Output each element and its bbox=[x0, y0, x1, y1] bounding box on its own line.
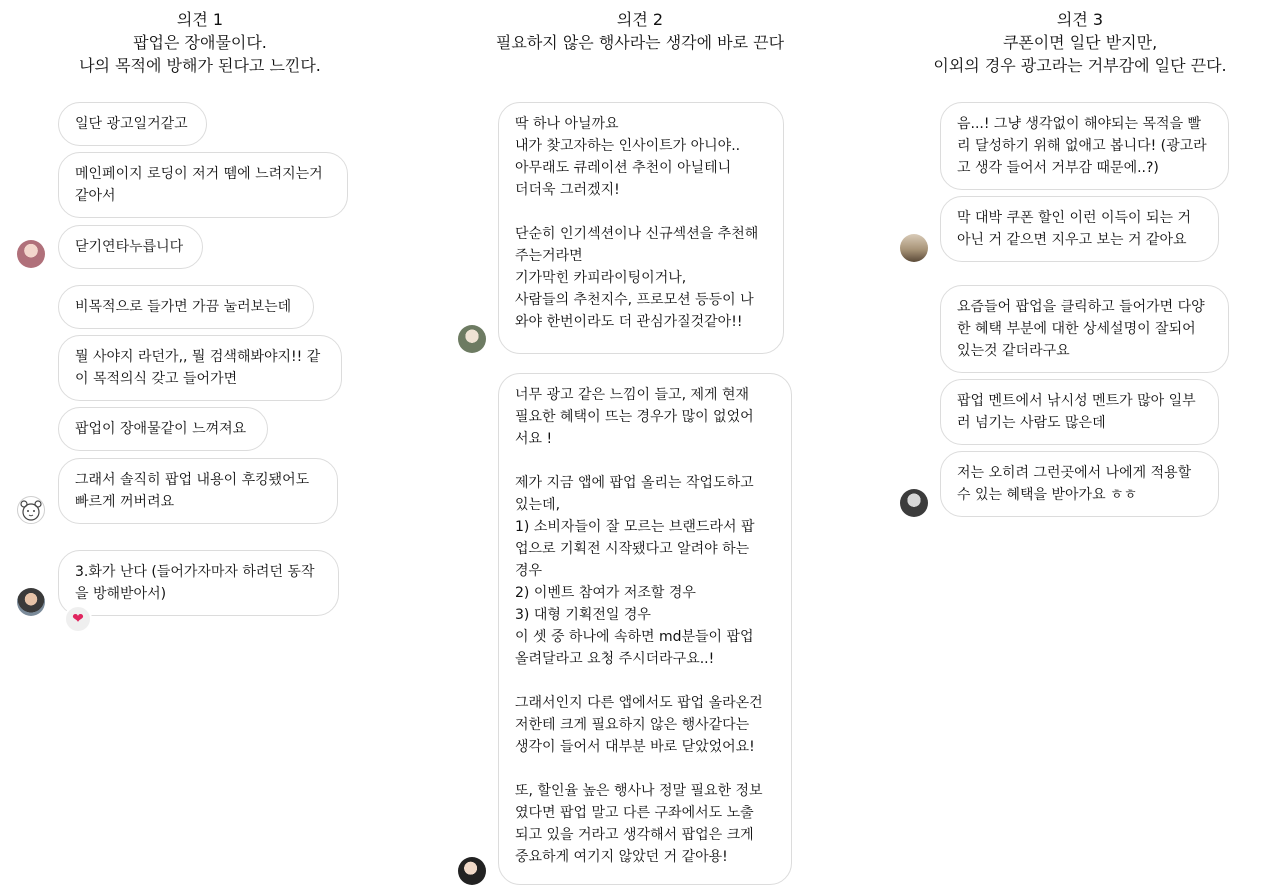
message-bubble: 딱 하나 아닐까요 내가 찾고자하는 인사이트가 아니야.. 아무래도 큐레이션 추천이 아닐테니 더더욱 그러겠지! 단순히 인기섹션이나 신규섹션을 추천해 주는거라면 기가막힌 카피라이팅이거나, 사람들의 추천지수, 프로모션 등등이 나 와야 한번이라도 더 관심가질것같아!! bbox=[498, 102, 784, 354]
column-3-title: 의견 3 bbox=[1056, 10, 1104, 29]
column-1-summary-line1: 팝업은 장애물이다. bbox=[133, 33, 267, 52]
column-3-header bbox=[880, 8, 1280, 77]
avatar bbox=[900, 489, 928, 517]
avatar bbox=[17, 496, 45, 524]
avatar bbox=[900, 234, 928, 262]
message-bubble: 너무 광고 같은 느낌이 들고, 제게 현재 필요한 혜택이 뜨는 경우가 많이 없었어 서요 ! 제가 지금 앱에 팝업 올리는 작업도하고 있는데, 1) 소비자들이 잘 모르는 브랜드라서 팝 업으로 기획전 시작됐다고 알려야 하는 경우 2) 이벤트 참여가 저조할 경우 3) 대형 기획전일 경우 이 셋 중 하나에 속하면 md분들이 팝업 올려달라고 요청 주시더라구요..! 그래서인지 다른 앱에서도 팝업 올라온건 저한테 크게 필요하지 않은 행사같다는 생각이 들어서 대부분 바로 닫았었어요! 또, 할인율 높은 행사나 정말 필요한 정보 였다면 팝업 말고 다른 구좌에서도 노출 되고 있을 거라고 생각해서 팝업은 크게 중요하게 여기지 않았던 거 같아용! bbox=[498, 373, 792, 885]
message-bubble: 3.화가 난다 (들어가자마자 하려던 동작 을 방해받아서) bbox=[58, 550, 339, 616]
message-bubble: 닫기연타누릅니다 bbox=[58, 225, 203, 269]
column-1-title: 의견 1 bbox=[176, 10, 224, 29]
avatar bbox=[17, 588, 45, 616]
message-bubble: 그래서 솔직히 팝업 내용이 후킹됐어도 빠르게 꺼버려요 bbox=[58, 458, 338, 524]
message-bubble: 일단 광고일거같고 bbox=[58, 102, 207, 146]
column-2-title: 의견 2 bbox=[616, 10, 664, 29]
column-3-summary-line2: 이외의 경우 광고라는 거부감에 일단 끈다. bbox=[933, 56, 1227, 75]
message-bubble: 막 대박 쿠폰 할인 이런 이득이 되는 거 아닌 거 같으면 지우고 보는 거 같아요 bbox=[940, 196, 1219, 262]
message-bubble: 저는 오히려 그런곳에서 나에게 적용할 수 있는 혜택을 받아가요 ㅎㅎ bbox=[940, 451, 1219, 517]
avatar bbox=[17, 240, 45, 268]
column-1-summary-line2: 나의 목적에 방해가 된다고 느낀다. bbox=[79, 56, 321, 75]
avatar bbox=[458, 325, 486, 353]
message-bubble: 메인페이지 로딩이 저거 뗌에 느려지는거 같아서 bbox=[58, 152, 348, 218]
column-2-summary-line1: 필요하지 않은 행사라는 생각에 바로 끈다 bbox=[495, 33, 785, 52]
message-bubble: 비목적으로 들가면 가끔 눌러보는데 bbox=[58, 285, 314, 329]
column-1-header bbox=[40, 8, 360, 77]
heart-reaction-icon[interactable]: ❤ bbox=[64, 605, 92, 633]
message-bubble: 음...! 그냥 생각없이 해야되는 목적을 빨 리 달성하기 위해 없애고 봅니다! (광고라 고 생각 들어서 거부감 때문에..?) bbox=[940, 102, 1229, 190]
avatar bbox=[458, 857, 486, 885]
message-bubble: 뭘 사야지 라던가,, 뭘 검색해봐야지!! 같 이 목적의식 갖고 들어가면 bbox=[58, 335, 342, 401]
message-bubble: 요즘들어 팝업을 클릭하고 들어가면 다양 한 혜택 부분에 대한 상세설명이 잘되어 있는것 같더라구요 bbox=[940, 285, 1229, 373]
column-3-summary-line1: 쿠폰이면 일단 받지만, bbox=[1002, 33, 1158, 52]
message-bubble: 팝업이 장애물같이 느껴져요 bbox=[58, 407, 268, 451]
column-2-header bbox=[440, 8, 840, 54]
message-bubble: 팝업 멘트에서 낚시성 멘트가 많아 일부 러 넘기는 사람도 많은데 bbox=[940, 379, 1219, 445]
bear-face-icon bbox=[18, 497, 44, 523]
